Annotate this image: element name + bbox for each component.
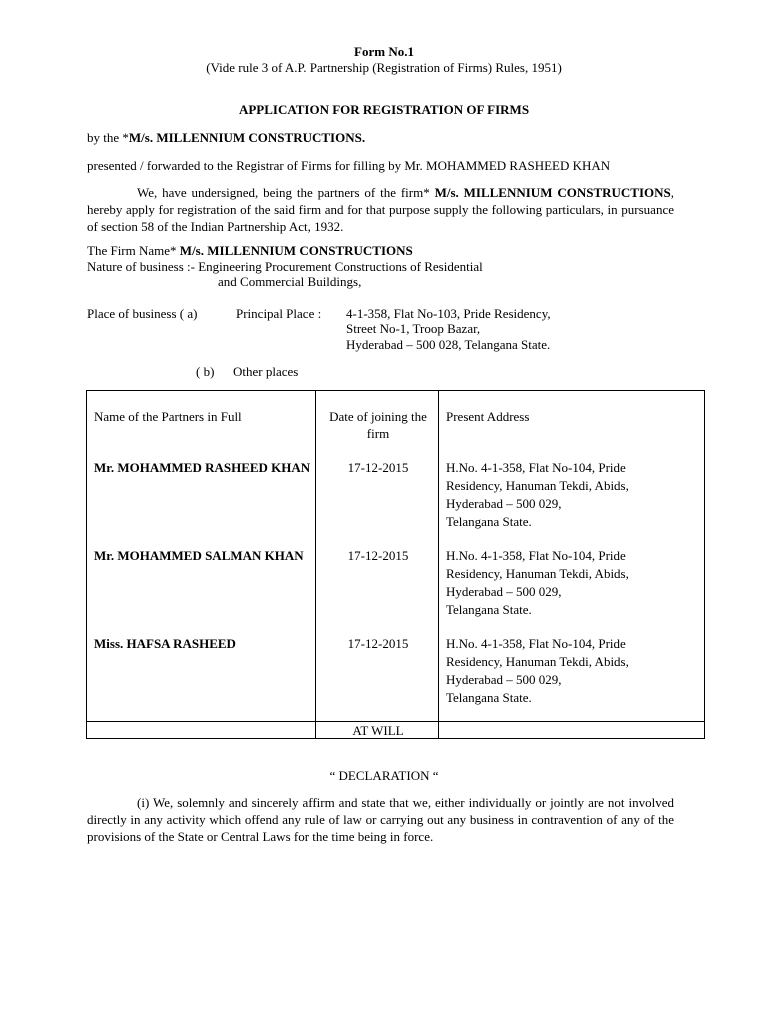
header-partner-name: Name of the Partners in Full [94,409,242,424]
other-places-label: Other places [233,364,299,379]
other-places-b: ( b) [196,364,215,379]
table-row-address-line: Hyderabad – 500 029, [446,672,562,687]
principal-address-2: Street No-1, Troop Bazar, [346,321,481,336]
document-title: APPLICATION FOR REGISTRATION OF FIRMS [238,102,530,117]
table-row-address-line: Residency, Hanuman Tekdi, Abids, [446,654,629,669]
table-row-partner-name: Mr. MOHAMMED SALMAN KHAN [94,548,304,563]
header-present-address: Present Address [446,409,530,424]
table-divider [438,391,439,738]
principal-address-3: Hyderabad – 500 028, Telangana State. [346,337,551,352]
table-row-address-line: Hyderabad – 500 029, [446,496,562,511]
nature-label: Nature of business :- [87,259,199,274]
by-prefix: by the * [87,130,129,145]
firm-name-line [87,242,413,259]
principal-address-1: 4-1-358, Flat No-103, Pride Residency, [346,306,551,321]
table-row-address-line: Telangana State. [446,514,532,529]
nature-line-2: and Commercial Buildings, [218,274,362,289]
table-row-address-line: Telangana State. [446,602,532,617]
para-firm: M/s. MILLENNIUM CONSTRUCTIONS [434,185,671,200]
application-paragraph [87,184,674,235]
table-row-address-line: H.No. 4-1-358, Flat No-104, Pride [446,460,626,475]
table-divider [315,391,316,738]
para-we: We, have undersigned, being the partners of the firm* [137,185,430,200]
form-number: Form No.1 [354,44,414,59]
table-row-address-line: Telangana State. [446,690,532,705]
presented-line: presented / forwarded to the Registrar of Firms for filling by Mr. MOHAMMED RASHEED KHAN [87,158,611,173]
firm-name-bold: M/s. MILLENNIUM CONSTRUCTIONS. [128,130,366,145]
firm-name-value: M/s. MILLENNIUM CONSTRUCTIONS [179,243,413,258]
table-row-partner-name: Miss. HAFSA RASHEED [94,636,236,651]
table-row-address-line: H.No. 4-1-358, Flat No-104, Pride [446,636,626,651]
declaration-title: “ DECLARATION “ [329,768,439,783]
table-row-partner-name: Mr. MOHAMMED RASHEED KHAN [94,460,311,475]
principal-place-label: Principal Place : [236,306,322,321]
table-row-join-date: 17-12-2015 [347,548,409,563]
rule-reference: (Vide rule 3 of A.P. Partnership (Registration of Firms) Rules, 1951) [206,60,562,75]
declaration-item-1: (i) We, solemnly and sincerely affirm and state that we, either individually or jointly are not involved directly in any activity which offend any rule of law or carrying out any business in contravention of any of the provisions of the State or Central Laws for the time being in force. [87,795,674,844]
by-the-line [87,129,365,146]
table-row-address-line: Residency, Hanuman Tekdi, Abids, [446,478,629,493]
nature-line-1: Engineering Procurement Constructions of Residential [198,259,483,274]
table-row-address-line: Residency, Hanuman Tekdi, Abids, [446,566,629,581]
place-of-business-label: Place of business ( a) [87,306,198,321]
table-row-join-date: 17-12-2015 [347,636,409,651]
table-row-address-line: Hyderabad – 500 029, [446,584,562,599]
table-row-join-date: 17-12-2015 [347,460,409,475]
partners-table [86,390,705,739]
table-footer-at-will: AT WILL [352,723,404,738]
table-row-address-line: H.No. 4-1-358, Flat No-104, Pride [446,548,626,563]
para-rest: , hereby apply for registration of the said firm and for that purpose supply the following particulars, in pursuance of section 58 of the Indian Partnership Act, 1932. [87,185,674,234]
firm-name-label: The Firm Name* [87,243,180,258]
header-join-date: Date of joining the firm [329,409,427,441]
